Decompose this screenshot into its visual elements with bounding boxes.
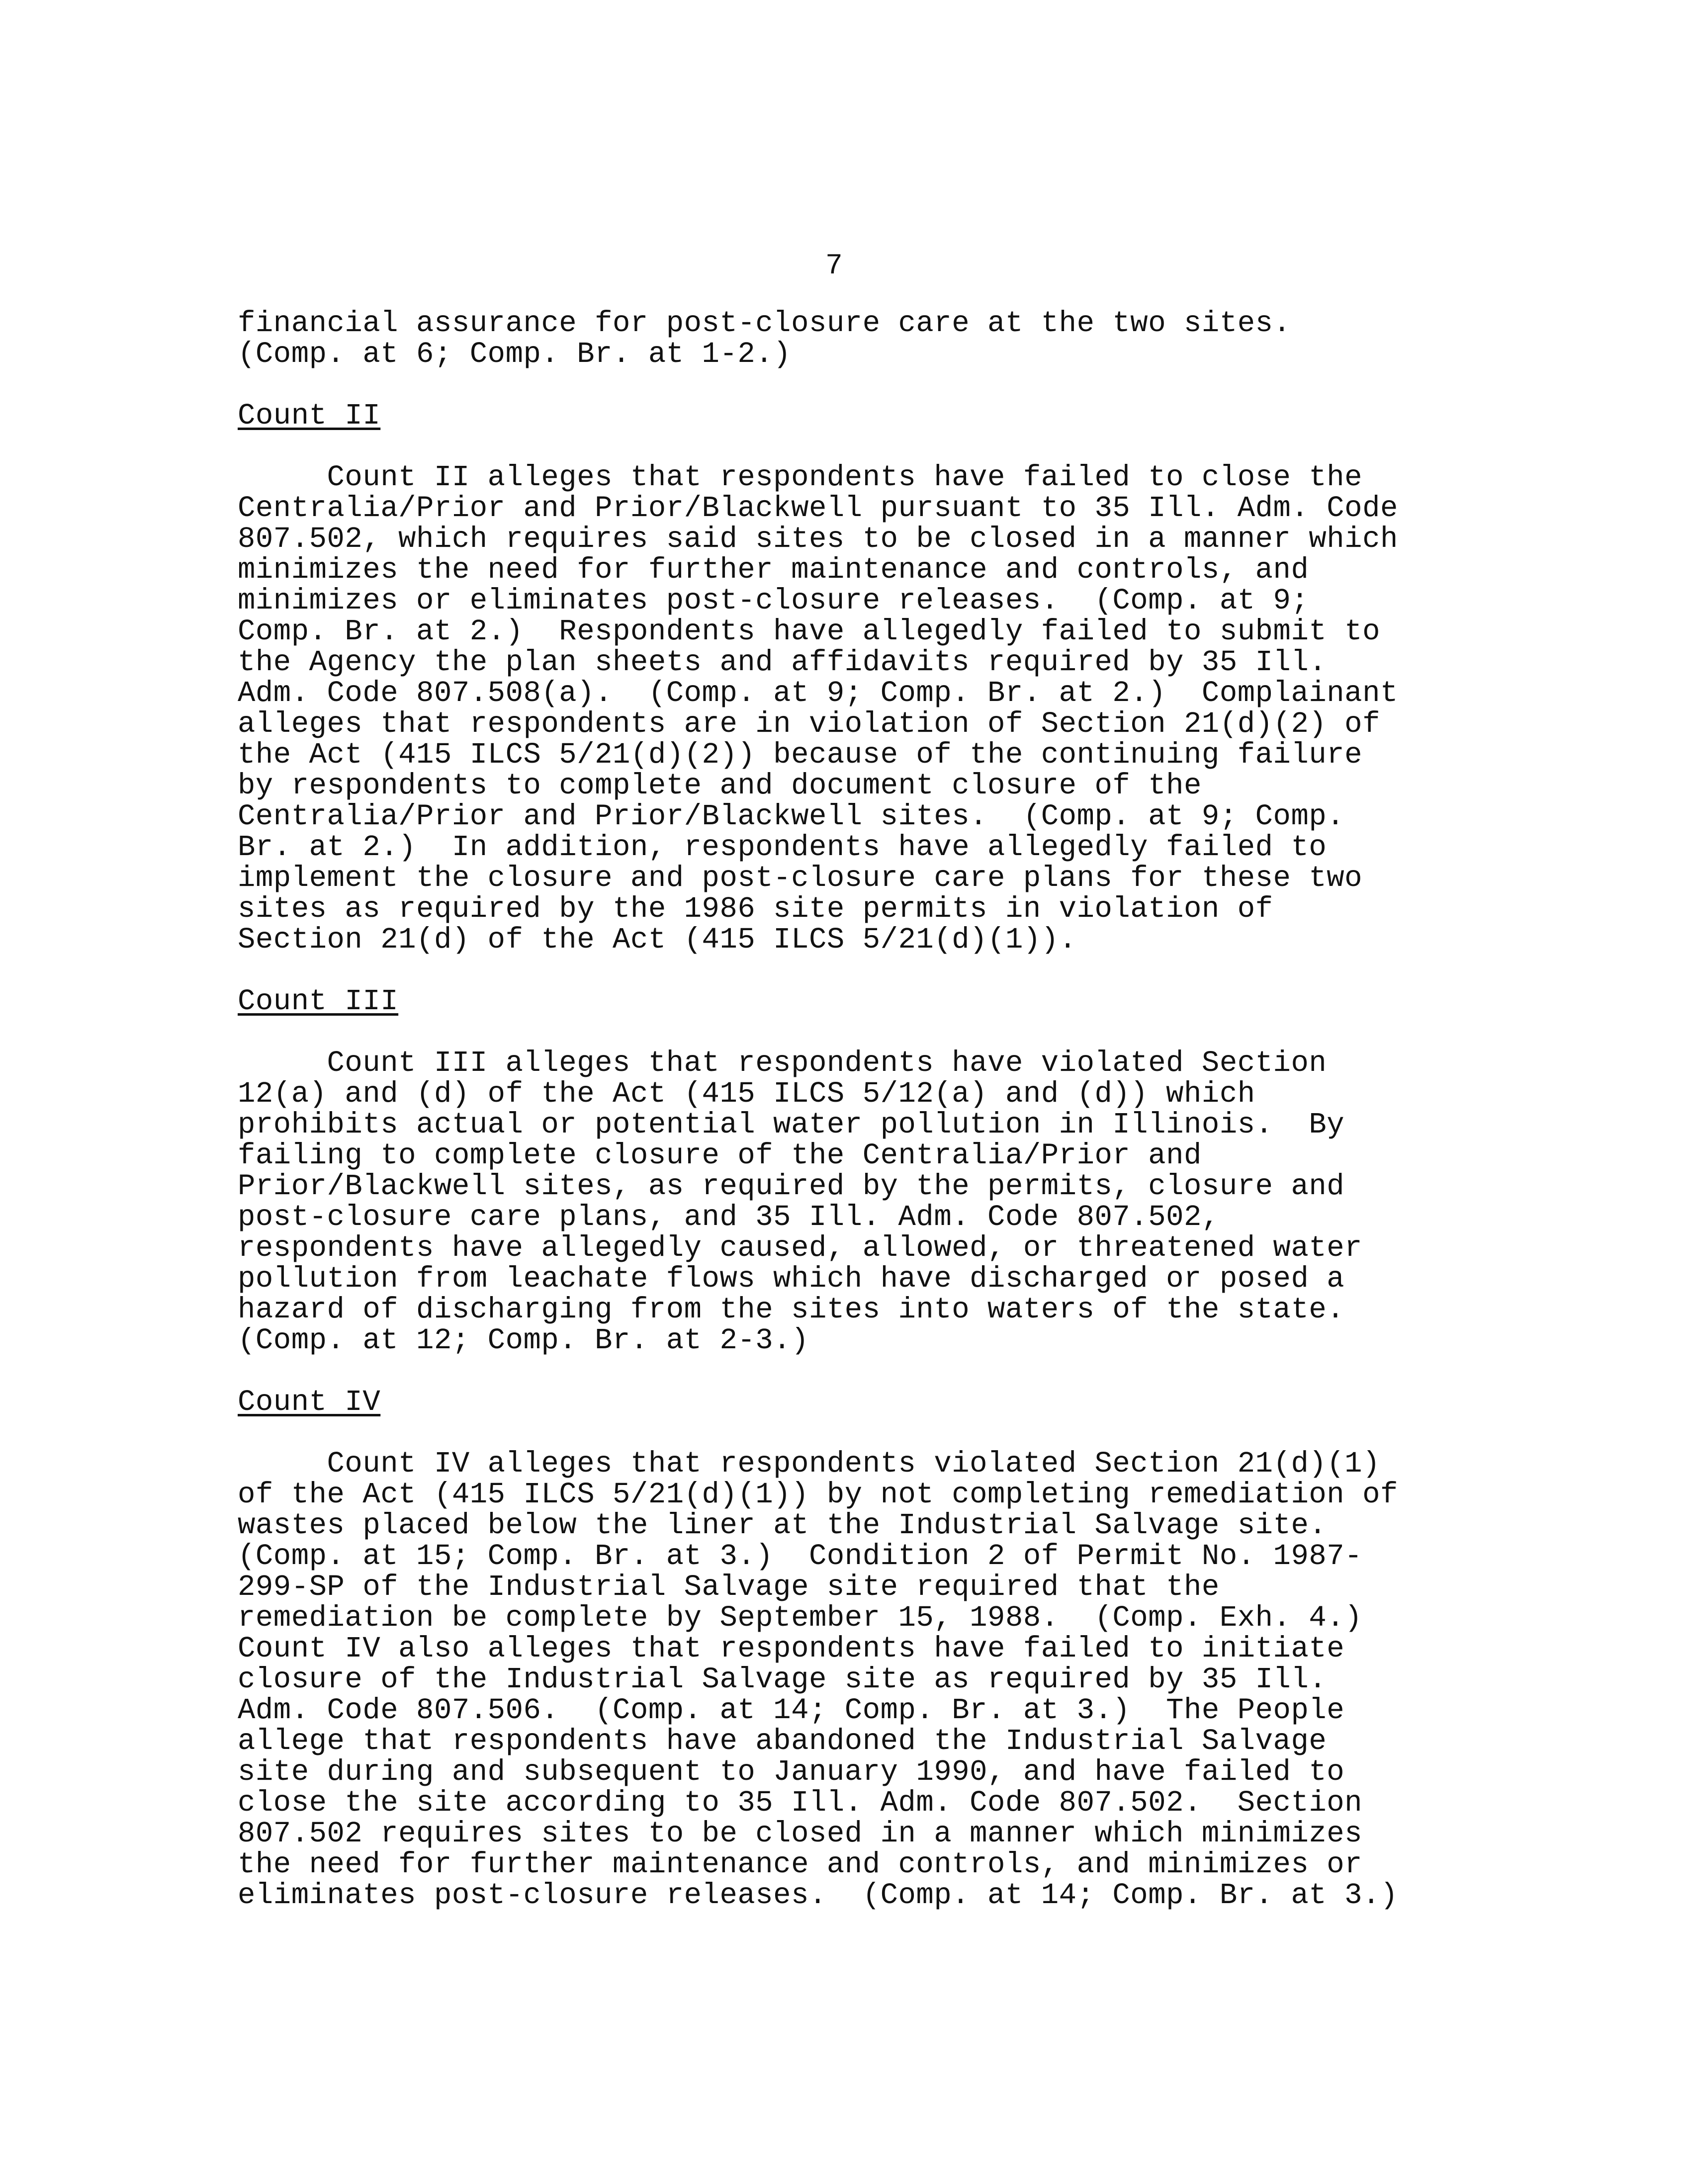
text-line: wastes placed below the liner at the Industrial Salvage site. (238, 1509, 1327, 1542)
text-line: 807.502 requires sites to be closed in a manner which minimizes (238, 1817, 1363, 1850)
text-line: remediation be complete by September 15, 1988. (Comp. Exh. 4.) (238, 1601, 1363, 1635)
text-line: minimizes or eliminates post-closure releases. (Comp. at 9; (238, 584, 1309, 617)
document-body (238, 308, 1530, 1911)
text-line: eliminates post-closure releases. (Comp. at 14; Comp. Br. at 3.) (238, 1879, 1398, 1912)
text-line: Adm. Code 807.508(a). (Comp. at 9; Comp. Br. at 2.) Complainant (238, 677, 1398, 710)
text-line: implement the closure and post-closure care plans for these two (238, 862, 1363, 895)
text-line: 12(a) and (d) of the Act (415 ILCS 5/12(a) and (d)) which (238, 1077, 1255, 1111)
text-line: minimizes the need for further maintenance and controls, and (238, 553, 1309, 587)
text-line: 299-SP of the Industrial Salvage site required that the (238, 1571, 1220, 1604)
text-line: alleges that respondents are in violation of Section 21(d)(2) of (238, 707, 1380, 741)
text-line: of the Act (415 ILCS 5/21(d)(1)) by not completing remediation of (238, 1478, 1398, 1511)
text-line: Section 21(d) of the Act (415 ILCS 5/21(d)(1)). (238, 923, 1077, 957)
text-line: the Act (415 ILCS 5/21(d)(2)) because of the continuing failure (238, 738, 1363, 772)
text-line: financial assurance for post-closure care at the two sites. (238, 307, 1291, 340)
text-line: by respondents to complete and document closure of the (238, 769, 1202, 802)
count-ii-heading: Count II (238, 399, 381, 433)
page-number: 7 (825, 250, 843, 282)
text-line: (Comp. at 15; Comp. Br. at 3.) Condition 2 of Permit No. 1987- (238, 1540, 1363, 1573)
text-line: Adm. Code 807.506. (Comp. at 14; Comp. Br. at 3.) The People (238, 1694, 1345, 1727)
text-line: allege that respondents have abandoned the Industrial Salvage (238, 1725, 1327, 1758)
text-line: respondents have allegedly caused, allowed, or threatened water (238, 1231, 1363, 1265)
text-line: the need for further maintenance and controls, and minimizes or (238, 1848, 1363, 1881)
text-line: Count II alleges that respondents have failed to close the (238, 461, 1363, 494)
text-line: Count III alleges that respondents have violated Section (238, 1047, 1327, 1080)
text-line: Centralia/Prior and Prior/Blackwell pursuant to 35 Ill. Adm. Code (238, 492, 1398, 525)
text-line: Centralia/Prior and Prior/Blackwell sites. (Comp. at 9; Comp. (238, 800, 1345, 833)
text-line: (Comp. at 12; Comp. Br. at 2-3.) (238, 1324, 809, 1357)
text-line: (Comp. at 6; Comp. Br. at 1-2.) (238, 338, 792, 371)
count-iii-paragraph (238, 1048, 1530, 1356)
text-line: Count IV alleges that respondents violated Section 21(d)(1) (238, 1447, 1380, 1481)
text-line: hazard of discharging from the sites into waters of the state. (238, 1293, 1345, 1326)
text-line: failing to complete closure of the Centralia/Prior and (238, 1139, 1202, 1172)
text-line: 807.502, which requires said sites to be closed in a manner which (238, 523, 1398, 556)
text-line: sites as required by the 1986 site permits in violation of (238, 892, 1273, 926)
count-iv-heading: Count IV (238, 1386, 381, 1419)
text-line: the Agency the plan sheets and affidavits required by 35 Ill. (238, 646, 1327, 679)
text-line: Count IV also alleges that respondents have failed to initiate (238, 1632, 1345, 1665)
text-line: Prior/Blackwell sites, as required by the permits, closure and (238, 1170, 1345, 1203)
text-line: post-closure care plans, and 35 Ill. Adm. Code 807.502, (238, 1201, 1220, 1234)
count-ii-paragraph (238, 462, 1530, 956)
text-line: site during and subsequent to January 1990, and have failed to (238, 1755, 1345, 1789)
text-line: pollution from leachate flows which have discharged or posed a (238, 1262, 1345, 1296)
count-iii-heading: Count III (238, 985, 399, 1018)
text-line: close the site according to 35 Ill. Adm. Code 807.502. Section (238, 1786, 1363, 1820)
text-line: Br. at 2.) In addition, respondents have allegedly failed to (238, 831, 1327, 864)
text-line: prohibits actual or potential water pollution in Illinois. By (238, 1108, 1345, 1141)
count-iv-paragraph (238, 1449, 1530, 1911)
intro-paragraph (238, 308, 1530, 370)
text-line: Comp. Br. at 2.) Respondents have allegedly failed to submit to (238, 615, 1380, 648)
text-line: closure of the Industrial Salvage site as required by 35 Ill. (238, 1663, 1327, 1696)
